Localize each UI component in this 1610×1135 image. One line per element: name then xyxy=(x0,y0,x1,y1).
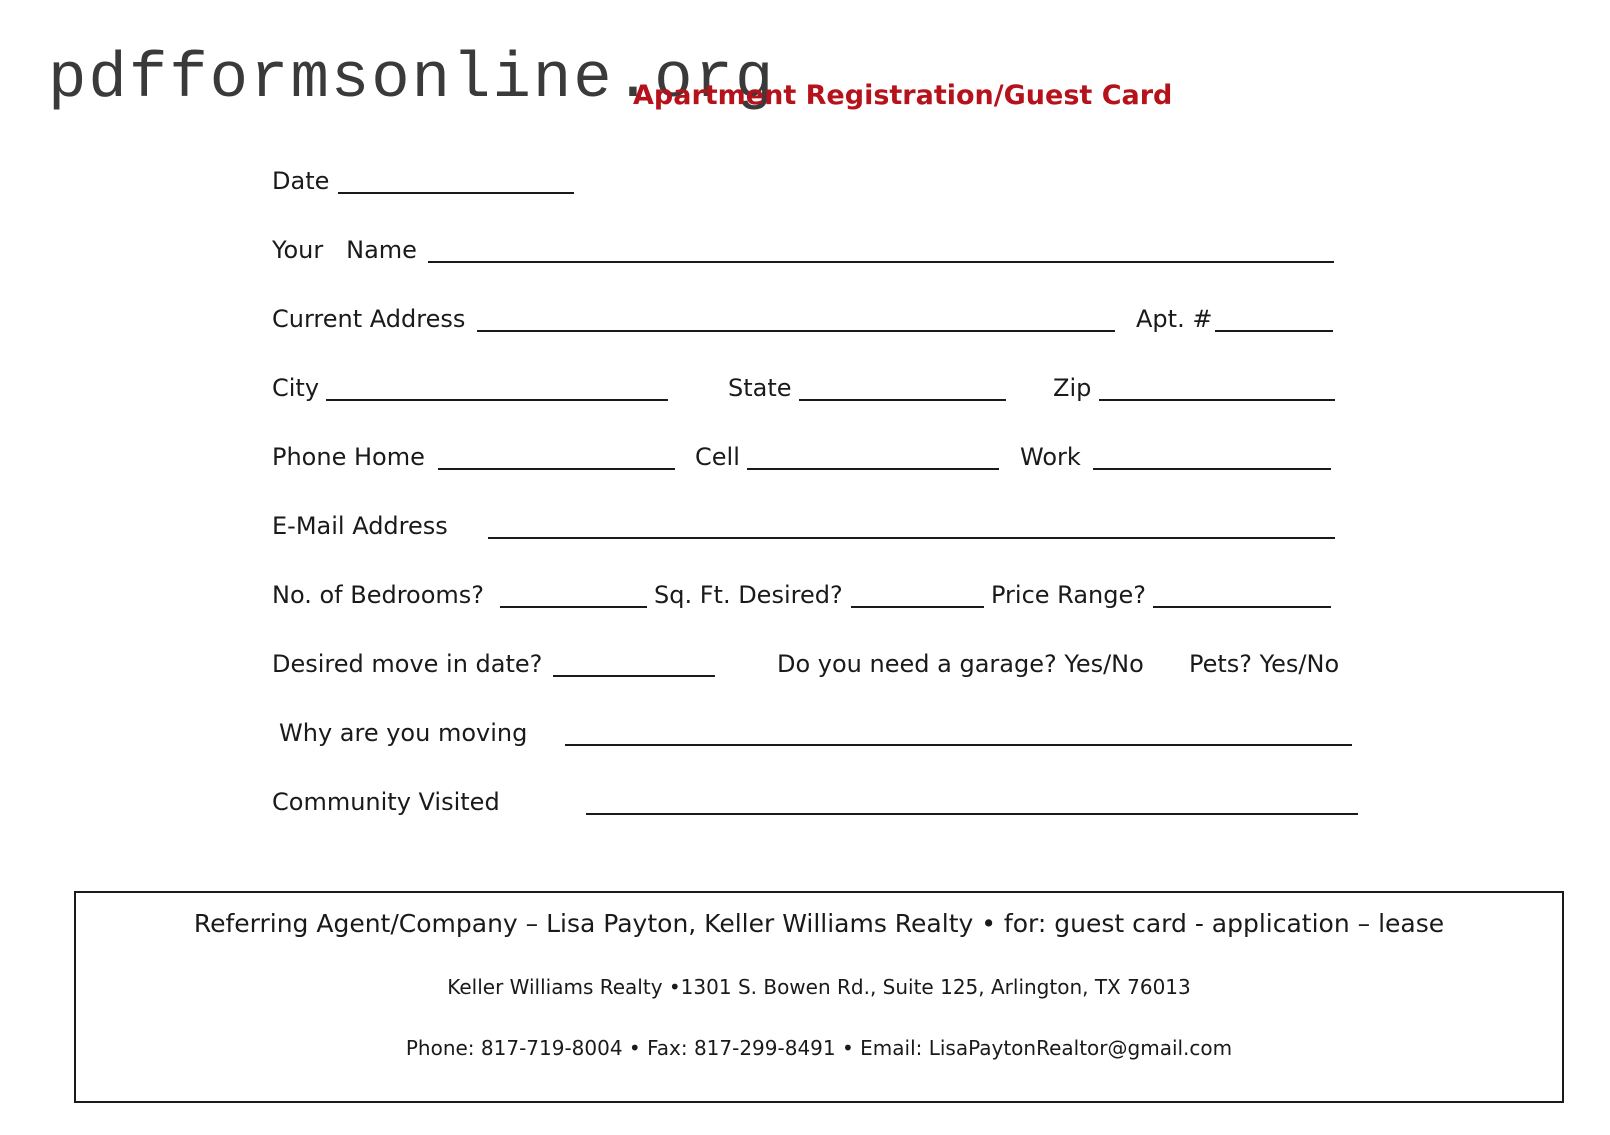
why-moving-field[interactable] xyxy=(565,744,1352,746)
move-in-label: Desired move in date? xyxy=(272,650,543,678)
garage-label[interactable]: Do you need a garage? Yes/No xyxy=(777,650,1144,678)
cell-field[interactable] xyxy=(747,468,999,470)
why-moving-label: Why are you moving xyxy=(279,719,528,747)
referral-info-box xyxy=(74,891,1564,1103)
date-field[interactable] xyxy=(338,192,574,194)
agency-contact-text: Phone: 817-719-8004 • Fax: 817-299-8491 • Email: LisaPaytonRealtor@gmail.com xyxy=(405,1036,1233,1060)
apt-field[interactable] xyxy=(1215,330,1333,332)
city-label: City xyxy=(272,374,320,402)
bedrooms-field[interactable] xyxy=(500,606,647,608)
email-label: E-Mail Address xyxy=(272,512,448,540)
price-range-label: Price Range? xyxy=(991,581,1146,609)
community-label: Community Visited xyxy=(272,788,500,816)
sqft-label: Sq. Ft. Desired? xyxy=(654,581,843,609)
email-row xyxy=(0,511,1610,547)
phone-home-field[interactable] xyxy=(438,468,675,470)
address-row xyxy=(0,304,1610,340)
name-row xyxy=(0,235,1610,271)
move-in-field[interactable] xyxy=(553,675,715,677)
form-title: Apartment Registration/Guest Card xyxy=(633,80,1173,111)
city-state-zip-row xyxy=(0,373,1610,409)
date-row xyxy=(0,166,1610,202)
current-address-field[interactable] xyxy=(477,330,1115,332)
why-moving-row xyxy=(0,718,1610,754)
move-in-row xyxy=(0,649,1610,685)
zip-label: Zip xyxy=(1053,374,1092,402)
zip-field[interactable] xyxy=(1099,399,1335,401)
community-row xyxy=(0,787,1610,823)
current-address-label: Current Address xyxy=(272,305,466,333)
work-label: Work xyxy=(1020,443,1081,471)
cell-label: Cell xyxy=(695,443,740,471)
name-field[interactable] xyxy=(428,261,1334,263)
date-label: Date xyxy=(272,167,330,195)
community-field[interactable] xyxy=(586,813,1358,815)
sqft-field[interactable] xyxy=(851,606,984,608)
agency-address-text: Keller Williams Realty •1301 S. Bowen Rd., Suite 125, Arlington, TX 76013 xyxy=(447,975,1191,999)
referring-agent-text: Referring Agent/Company – Lisa Payton, Keller Williams Realty • for: guest card - application – lease xyxy=(193,909,1445,938)
watermark-text: pdfformsonline.org xyxy=(48,44,776,116)
city-field[interactable] xyxy=(326,399,668,401)
apt-label: Apt. # xyxy=(1136,305,1213,333)
price-range-field[interactable] xyxy=(1153,606,1331,608)
phone-home-label: Phone Home xyxy=(272,443,425,471)
pets-label[interactable]: Pets? Yes/No xyxy=(1189,650,1340,678)
state-field[interactable] xyxy=(799,399,1006,401)
preferences-row xyxy=(0,580,1610,616)
phone-row xyxy=(0,442,1610,478)
work-field[interactable] xyxy=(1093,468,1331,470)
name-label: Your Name xyxy=(272,236,417,264)
bedrooms-label: No. of Bedrooms? xyxy=(272,581,485,609)
state-label: State xyxy=(728,374,792,402)
email-field[interactable] xyxy=(488,537,1335,539)
